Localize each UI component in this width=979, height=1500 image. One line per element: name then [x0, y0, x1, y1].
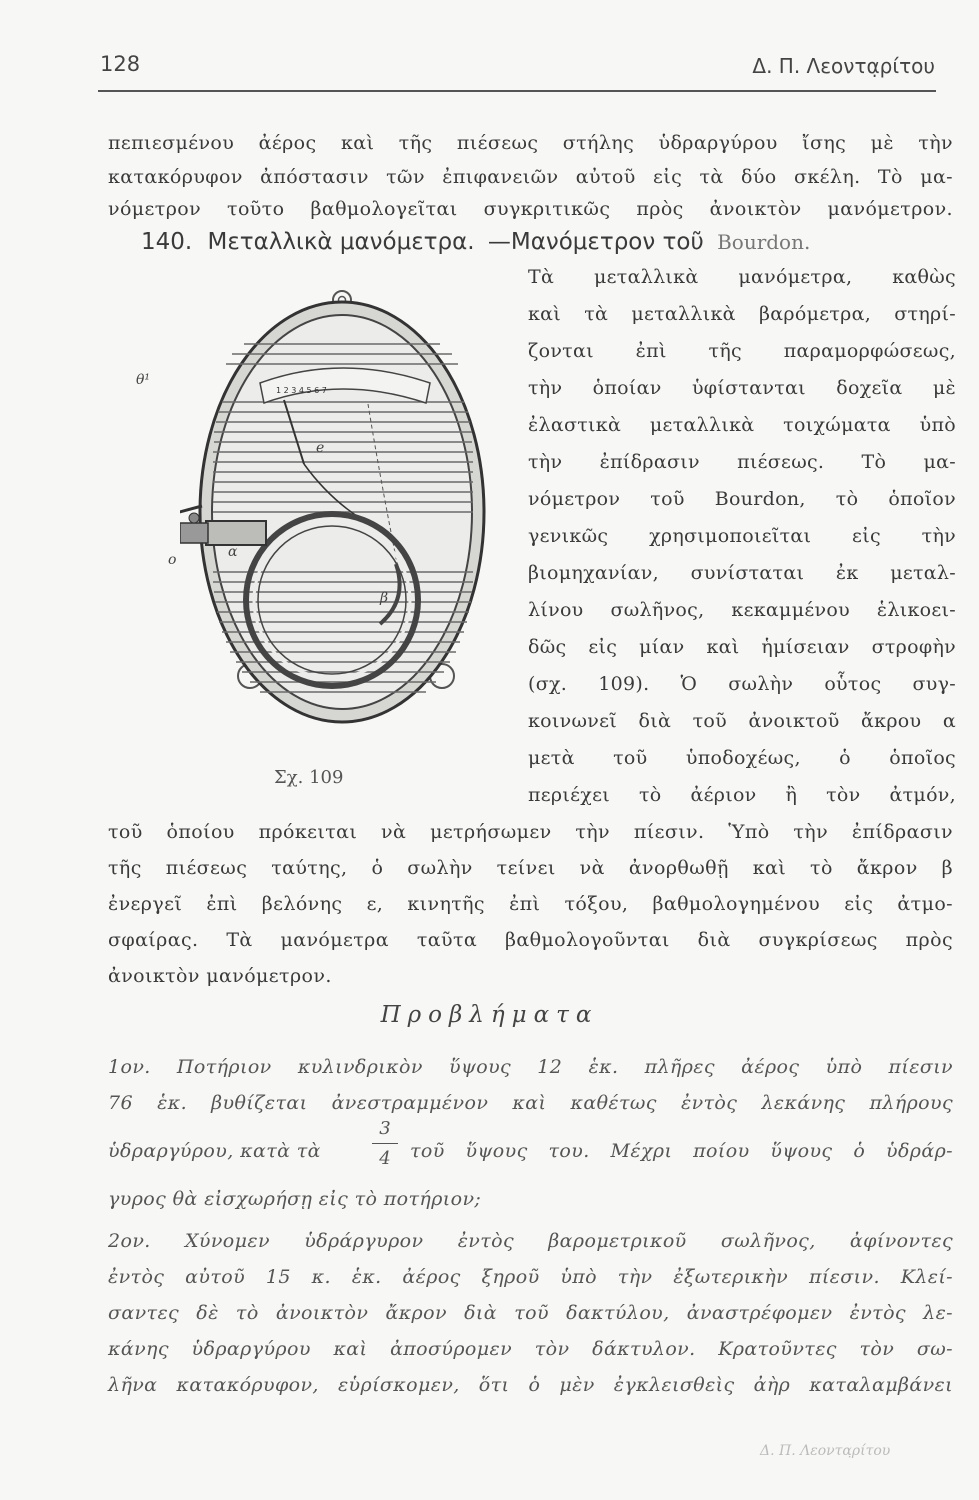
column-line: βιομηχανίαν, συνίσταται ἐκ μεταλ- — [528, 562, 956, 584]
header-rule — [98, 90, 936, 92]
fraction-numerator: 3 — [379, 1118, 391, 1139]
problem-1-line: 76 ἑκ. βυθίζεται ἀνεστραμμένον καὶ καθέτως ἐντὸς λεκάνης πλήρους — [108, 1092, 953, 1114]
column-line: ἐλαστικὰ μεταλλικὰ τοιχώματα ὑπὸ — [528, 414, 956, 436]
column-line: γενικῶς χρησιμοποιεῖται εἰς τὴν — [528, 525, 956, 547]
bourdon-gauge-drawing — [180, 278, 520, 748]
body-line: σφαίρας. Τὰ μανόμετρα ταῦτα βαθμολογοῦνται διὰ συγκρίσεως πρὸς — [108, 929, 953, 951]
section-heading — [141, 229, 961, 255]
page-header — [100, 52, 935, 88]
problem-2-line: ἐντὸς αὐτοῦ 15 κ. ἑκ. ἀέρος ξηροῦ ὑπὸ τὴν ἐξωτερικὴν πίεσιν. Κλεί- — [108, 1266, 953, 1288]
problem-2-line: 2ον. Χύνομεν ὑδράργυρον ἐντὸς βαρομετρικοῦ σωλῆνος, ἀφίνοντες — [108, 1230, 953, 1252]
column-line: ζονται ἐπὶ τῆς παραμορφώσεως, — [528, 340, 956, 362]
fraction-three-quarters — [372, 1118, 398, 1169]
column-line: λίνου σωλῆνος, κεκαμμένου ἑλικοει- — [528, 599, 956, 621]
figure-caption: Σχ. 109 — [274, 767, 344, 788]
fraction-bar — [372, 1143, 398, 1144]
column-line: Τὰ μεταλλικὰ μανόμετρα, καθὼς — [528, 266, 956, 288]
column-line: δῶς εἰς μίαν καὶ ἡμίσειαν στροφὴν — [528, 636, 956, 658]
figure-label-e: e — [316, 440, 325, 456]
problem-1-line: γυρος θὰ εἰσχωρήσῃ εἰς τὸ ποτήριον; — [108, 1188, 482, 1210]
running-head-author: Δ. Π. Λεοντα̣ρίτου — [752, 54, 935, 78]
page-number: 128 — [100, 52, 141, 76]
figure-label-o: o — [168, 552, 177, 568]
intro-line: πεπιεσμένου ἀέρος καὶ τῆς πιέσεως στήλης ὑδραργύρου ἴσης μὲ τὴν — [108, 132, 953, 154]
column-line: περιέχει τὸ ἀέριον ἢ τὸν ἀτμόν, — [528, 784, 956, 806]
problem-1-line: 1ον. Ποτήριον κυλινδρικὸν ὕψους 12 ἑκ. πλῆρες ἀέρος ὑπὸ πίεσιν — [108, 1056, 953, 1078]
problem-2-line: κάνης ὑδραργύρου καὶ ἀποσύρομεν τὸν δάκτυλον. Κρατοῦντες τὸν σω- — [108, 1338, 953, 1360]
footer-signature: Δ. Π. Λεοντα̣ρίτου — [760, 1443, 891, 1459]
column-line: τὴν ἐπίδρασιν πιέσεως. Τὸ μα- — [528, 451, 956, 473]
intro-line: κατακόρυφον ἀπόστασιν τῶν ἐπιφανειῶν αὐτοῦ εἰς τὰ δύο σκέλη. Τὸ μα- — [108, 166, 953, 188]
column-line: μετὰ τοῦ ὑποδοχέως, ὁ ὁποῖος — [528, 747, 956, 769]
problem-1-line: τοῦ ὕψους του. Μέχρι ποίου ὕψους ὁ ὑδράρ- — [410, 1140, 953, 1162]
column-line: (σχ. 109). Ὁ σωλὴν οὗτος συγ- — [528, 673, 956, 695]
column-line: κοινωνεῖ διὰ τοῦ ἀνοικτοῦ ἄκρου α — [528, 710, 956, 732]
problem-2-line: λῆνα κατακόρυφον, εὑρίσκομεν, ὅτι ὁ μὲν ἐγκλεισθεὶς ἀὴρ καταλαμβάνει — [108, 1374, 953, 1396]
figure-label-alpha: α — [228, 544, 238, 560]
intro-line: νόμετρον τοῦτο βαθμολογεῖται συγκριτικῶς πρὸς ἀνοικτὸν μανόμετρον. — [108, 198, 953, 220]
section-subtitle: —Μανόμετρον τοῦ — [487, 229, 704, 255]
problems-heading: Προβλήματα — [380, 1002, 599, 1028]
section-number: 140. — [141, 229, 193, 255]
scale-digits: 1 2 3 4 5 6 7 — [276, 386, 327, 395]
problem-1-line: ὑδραργύρου, κατὰ τὰ — [108, 1140, 321, 1162]
column-line: τὴν ὁποίαν ὑφίστανται δοχεῖα μὲ — [528, 377, 956, 399]
manometer-figure — [180, 278, 520, 748]
section-name: Bourdon. — [717, 230, 811, 254]
column-line: νόμετρον τοῦ Bourdon, τὸ ὁποῖον — [528, 488, 956, 510]
section-title: Μεταλλικὰ μανόμετρα. — [207, 229, 475, 255]
body-line: ἀνοικτὸν μανόμετρον. — [108, 965, 332, 987]
problem-2-line: σαντες δὲ τὸ ἀνοικτὸν ἄκρον διὰ τοῦ δακτύλου, ἀναστρέφομεν ἐντὸς λε- — [108, 1302, 953, 1324]
figure-label-theta: θ¹ — [136, 372, 151, 388]
body-line: ἐνεργεῖ ἐπὶ βελόνης ε, κινητῆς ἐπὶ τόξου, βαθμολογημένου εἰς ἀτμο- — [108, 893, 953, 915]
body-line: τοῦ ὁποίου πρόκειται νὰ μετρήσωμεν τὴν πίεσιν. Ὑπὸ τὴν ἐπίδρασιν — [108, 821, 953, 843]
column-line: καὶ τὰ μεταλλικὰ βαρόμετρα, στηρί- — [528, 303, 956, 325]
body-line: τῆς πιέσεως ταύτης, ὁ σωλὴν τείνει νὰ ἀνορθωθῇ καὶ τὸ ἄκρον β — [108, 857, 953, 879]
figure-label-beta: β — [380, 590, 389, 606]
fraction-denominator: 4 — [379, 1148, 391, 1169]
